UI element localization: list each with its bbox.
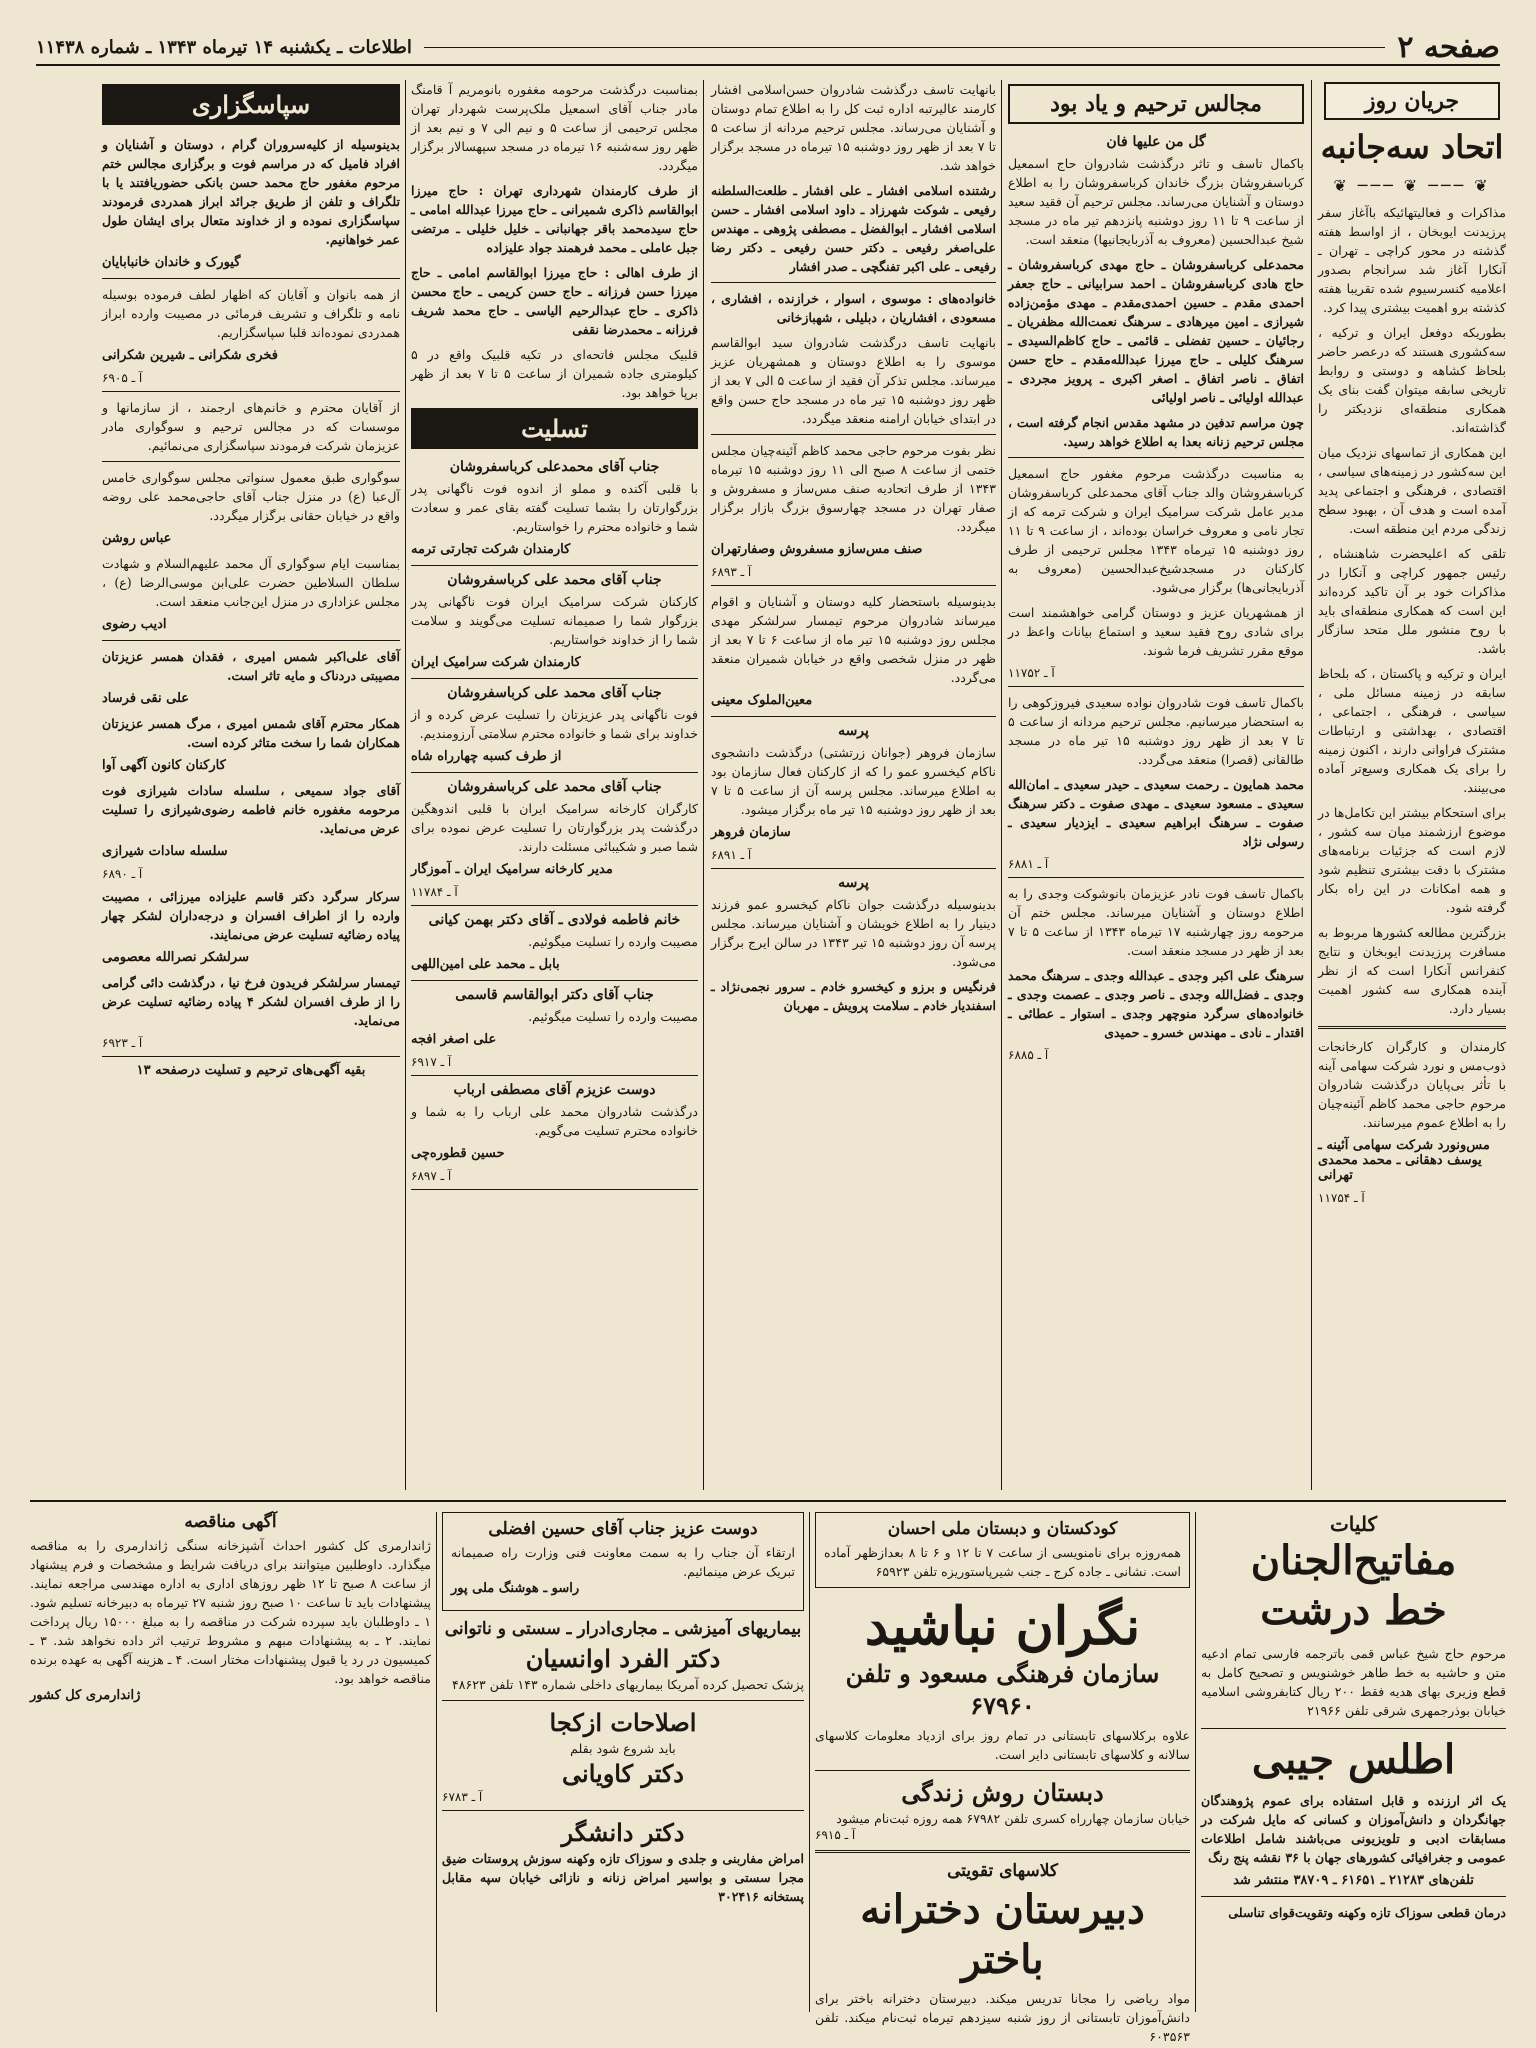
condolence-item: [411, 1082, 698, 1190]
condolence-notice: همکار محترم آقای شمس امیری ، مرگ همسر عزیزتان همکاران شما را سخت متاثر کرده است.: [102, 716, 400, 750]
doctor-text: پزشک تحصیل کرده آمریکا بیماریهای داخلی شماره ۱۴۳ تلفن ۴۸۶۲۳: [451, 1677, 804, 1692]
editorial-box-title: جریان روز: [1324, 82, 1500, 120]
condolence-notice: سرکار سرگرد دکتر قاسم علیزاده میرزائی ، مصیبت وارده را از اطراف افسران و درجه‌داران لشکر چهار پیاده رضائیه تسلیت عرض می‌نمایند.: [102, 889, 400, 942]
divider: [411, 1189, 698, 1190]
memorial-names: از طرف کارمندان شهرداری تهران : حاج میرزا ابوالقاسم ذاکری شمیرانی ـ حاج میرزا عبدالله امامی ـ حاج سیدمحمد باقر جهانبانی ـ خلیل خلیلی ـ مرتضی جبل عاملی ـ محمد فرهمند جواد علیزاده: [411, 183, 698, 255]
thanks-section-title: سپاسگزاری: [102, 84, 400, 125]
editorial-paragraph: مذاکرات و فعالیتهائیکه باآغاز سفر پرزیدنت ایوبخان ، از اواسط هفته گذشته در محور کراچی ـ تهران ـ آنکارا آغاز شد سرانجام بصدور اعلامیه کنسرسیوم شده تقریبا هفته کذشته برو اهمیت بیشتری پیدا کرد.: [1318, 205, 1506, 315]
tender-text: ژاندارمری کل کشور احداث آشپزخانه سنگی ژاندارمری را به مناقصه میگذارد. داوطلبین میتوانند برای دریافت شرایط و مشخصات و فرم پیشنهاد از ساعت ۸ صبح تا ۱۲ ظهر روزهای اداری به اداره مهندسی مراجعه نمایند. پیشنهادات باید تا ساعت ۱۰ صبح روز شنبه ۲۷ تیرماه به دبیرخانه تسلیم شود. ۱ ـ داوطلبان باید سپرده شرکت در مناقصه را به مبلغ ۱۵۰۰۰ ریال پرداخت نمایند. ۲ ـ به پیشنهادات مبهم و مشروط ترتیب اثر داده نخواهد شد. ۳ ـ کمیسیون در رد یا قبول پیشنهادات مختار است. ۴ ـ هزینه آگهی به عهده برنده مناقصه خواهد بود.: [30, 1538, 432, 1686]
page-number: صفحه ۲: [1397, 29, 1500, 65]
ad-code: آ ـ ۶۹۲۳: [102, 1036, 143, 1050]
condolence-title: جناب آقای محمدعلی کرباسفروشان: [449, 459, 660, 475]
editorial-paragraph: این همکاری از تماسهای نزدیک میان این سه‌کشور در زمینه‌های سیاسی ، اقتصادی ، فرهنگی و اجتماعی پدید آمده است و هدف آن ، بهبود سطح زندگی مردم این منطقه است.: [1318, 445, 1506, 536]
memorial-notice: بدینوسیله درگذشت جوان ناکام کیخسرو عمو فرزند دینیار را به اطلاع خویشان و آشنایان میرساند. مجلس پرسه آن روز دوشنبه ۱۵ تیر ۱۳۴۳ در سالن ایرج برگزار می‌شود.: [711, 897, 997, 969]
memorial-notice: باکمال تاسف فوت شادروان نواده سعیدی فیروزکوهی را به استحضار میرسانیم. مجلس ترحیم مردانه از ساعت ۵ تا ۷ بعد از ظهر روز دوشنبه ۱۵ تیر ماه در مسجد طالقانی (قصرا) منعقد می‌گردد.: [1008, 695, 1304, 767]
thanks-column: [102, 80, 400, 1490]
notice-text: کارمندان و کارگران کارخانجات ذوب‌مس و نورد شرکت سهامی آینه با تأثر بی‌پایان درگذشت شادروان مرحوم حاجی محمد کاظم آئینه‌چیان را به اطلاع عموم میرسانند.: [1318, 1039, 1506, 1130]
ad-code: آ ـ ۱۱۷۵۲: [1008, 666, 1055, 680]
condolence-notice: آقای علی‌اکبر شمس امیری ، فقدان همسر عزیزتان مصیبتی دردناک و مایه تاثر است.: [102, 649, 400, 683]
column-rule: [405, 80, 406, 1490]
condolence-list: [411, 459, 698, 1190]
tutoring-head: کلاسهای تقویتی: [947, 1861, 1058, 1881]
memorial-names: سرهنگ علی اکبر وجدی ـ عبدالله وجدی ـ سرهنگ محمد وجدی ـ فضل‌الله وجدی ـ ناصر وجدی ـ عصمت وجدی ـ خانواده‌های سرگرد منوچهر وجدی ـ استوار ـ عطائی ـ اقتدار ـ نادی ـ مهندس خسرو ـ حمیدی: [1008, 968, 1304, 1040]
notice-signature: ادیب رضوی: [102, 617, 167, 632]
condolence-title: خانم فاطمه فولادی ـ آقای دکتر بهمن کیانی: [428, 912, 681, 928]
condolence-notice: آقای جواد سمیعی ، سلسله سادات شیرازی فوت مرحومه مغفوره خانم فاطمه رضوی‌شیرازی را تسلیت عرض می‌نماید.: [102, 783, 400, 836]
tender-ad: [30, 1512, 431, 2012]
mourning-notice: سوگواری طبق معمول سنواتی مجلس سوگواری خامس آل‌عبا (ع) در منزل جناب آقای حاجی‌محمد علی روضه واقع در خیابان حقانی برگزار میگردد.: [102, 470, 400, 523]
ad-code: آ ـ ۶۸۹۳: [711, 565, 752, 579]
girls-school-text: مواد ریاضی را مجانا تدریس میکند. دبیرستان دخترانه باختر برای دانش‌آموزان تابستانی از روز شنبه سیزدهم تیرماه ثبت‌نام میکند. تلفن ۶۰۳۵۶۳: [815, 1991, 1190, 2044]
condolence-title: جناب آقای محمد علی کرباسفروشان: [447, 572, 662, 588]
condolence-title: دوست عزیزم آقای مصطفی ارباب: [453, 1082, 656, 1098]
condolence-signature: کارمندان شرکت سرامیک ایران: [411, 655, 581, 670]
condolence-signature: کارمندان شرکت تجارتی ترمه: [411, 542, 571, 557]
ad-rule: [1195, 1512, 1196, 2012]
memorial-names: از طرف اهالی : حاج میرزا ابوالقاسم امامی ـ حاج میرزا حسن فرزانه ـ حاج حسن کریمی ـ حاج محسن ذاکری ـ حاج عبدالرحیم الیاسی ـ حاج محمد شریف فرزانه ـ محمدرضا نقفی: [411, 265, 698, 337]
ad-code: آ ـ ۶۹۱۷: [411, 1055, 452, 1069]
congrats-title: دوست عزیز جناب آقای حسین افضلی: [488, 1519, 758, 1539]
divider: [102, 461, 400, 462]
reform-title: اصلاحات ازکجا: [549, 1708, 697, 1737]
memorial-names: محمدعلی کرباسفروشان ـ حاج مهدی کرباسفروشان ـ حاج هادی کرباسفروشان ـ احمد سرابیانی ـ حاج جعفر احمدی مقدم ـ حسین احمدی‌مقدم ـ مهدی مؤمن‌زاده شیرازی ـ امین میرهادی ـ سرهنگ نعمت‌الله مظفریان ـ رجائیان ـ حسین تفضلی ـ قائمی ـ حاج کاظم‌السیدی ـ سرهنگ کلیلی ـ حاج میرزا عبدالله‌مقدم ـ حاج حسن اتفاق ـ ناصر اتفاق ـ اصغر اکبری ـ پرویز مجردی ـ عبدالله اولیائی ـ ناصر اولیائی: [1008, 257, 1304, 405]
ad-code: آ ـ ۶۸۹۱: [711, 848, 752, 862]
editorial-heading: اتحاد سه‌جانبه: [1320, 128, 1504, 166]
thanks-notice: از آقایان محترم و خانم‌های ارجمند ، از سازمانها و موسسات که در مجالس ترحیم و سوگواری مادر عزیزمان شرکت فرمودند سپاسگزاری می‌نمائیم.: [102, 400, 400, 453]
divider: [815, 1770, 1190, 1771]
condolence-item: [411, 572, 698, 679]
mourning-notice: بمناسبت ایام سوگواری آل محمد علیهم‌السلام و شهادت سلطان السلاطین حضرت علی‌ابن موسی‌الرضا (ع) ، مجلس عزاداری در منزل این‌جانب منعقد است.: [102, 556, 400, 609]
ad-code: آ ـ ۶۸۸۱: [1008, 857, 1049, 871]
memorial-section-title: مجالس ترحیم و یاد بود: [1008, 84, 1304, 124]
divider: [711, 434, 996, 435]
condolence-title: جناب آقای محمد علی کرباسفروشان: [447, 685, 662, 701]
memorial-note: چون مراسم تدفین در مشهد مقدس انجام گرفته است ، مجلس ترحیم زنانه بعدا به اطلاع خواهد رسید.: [1008, 415, 1304, 449]
divider: [1201, 1896, 1506, 1897]
girls-school-title: دبیرستان دخترانه باختر: [860, 1886, 1145, 1983]
condolence-item: [411, 987, 698, 1076]
atlas-text: یک اثر ارزنده و قابل استفاده برای عموم پژوهندگان جهانگردان و دانش‌آموزان و کسانی که مایل شرکت در مسابقات ادبی و تلویزیونی می‌باشند شامل اطلاعات عمومی و جغرافیائی کشورهای جهان با ۳۶ نقشه پنج رنگ: [1201, 1793, 1506, 1865]
reform-author: دکتر کاویانی: [562, 1759, 684, 1788]
doctor-name: دکتر دانشگر: [561, 1818, 685, 1847]
divider: [815, 1850, 1190, 1853]
condolence-signature: بابل ـ محمد علی امین‌اللهی: [411, 957, 560, 972]
notice-signature: سلسله سادات شیرازی: [102, 844, 228, 859]
divider: [102, 391, 400, 392]
memorial-names: رشتنده اسلامی افشار ـ علی افشار ـ طلعت‌السلطنه رفیعی ـ شوکت شهرزاد ـ داود اسلامی افشار ـ حسن اسلامی افشار ـ ابوالفضل ـ مصطفی پژوهی ـ مهندس علی‌اصغر رفیعی ـ دکتر حسن رفیعی ـ دکتر رضا رفیعی ـ علی اکبر تفنگچی ـ صدر افشار: [711, 183, 996, 274]
notice-signature: عباس روشن: [102, 531, 172, 546]
notice-subhead: پرسه: [838, 875, 869, 891]
memorial-notice: بانهایت تاسف درگذشت شادروان حسن‌اسلامی افشار کارمند عالیرتبه اداره ثبت کل را به اطلاع تمام دوستان و آشنایان می‌رساند. مجلس ترحیم مردانه از ساعت ۵ تا ۷ بعد از ظهر روز دوشنبه ۱۵ تیرماه در مسجد برگزار خواهد شد.: [711, 82, 996, 173]
notice-subhead: پرسه: [838, 723, 869, 739]
memorial-names: محمد همایون ـ رحمت سعیدی ـ حیدر سعیدی ـ امان‌الله سعیدی ـ مسعود سعیدی ـ مهدی صفوت ـ دکتر سرهنگ صفوت ـ سرهنگ ابراهیم سعیدی ـ ایزدیار سعیدی ـ رسولی نژاد: [1008, 777, 1304, 849]
divider: [411, 905, 698, 906]
notice-signature: گیورک و خاندان خانبابایان: [102, 255, 241, 270]
divider: [442, 1700, 804, 1701]
divider: [442, 1810, 804, 1811]
kindergarten-text: همه‌روزه برای نامنویسی از ساعت ۷ تا ۱۲ و ۶ تا ۸ بعدازظهر آماده است. نشانی ـ جاده کرج ـ جنب شیرپاستوریزه تلفن ۶۵۹۲۳: [824, 1545, 1182, 1579]
atlas-phone: تلفن‌های ۲۱۲۸۳ ـ ۶۱۶۵۱ ـ ۳۸۷۰۹ منتشر شد: [1233, 1873, 1474, 1888]
congrats-box: [442, 1512, 804, 1611]
book-ad-label: کلیات: [1329, 1512, 1378, 1536]
notices-column: [711, 80, 996, 1490]
kindergarten-title: کودکستان و دبستان ملی احسان: [887, 1519, 1118, 1539]
divider: [102, 640, 400, 641]
advertisement-band: [30, 1500, 1506, 2044]
condolence-text: مصیبت وارده را تسلیت میگوئیم.: [528, 934, 698, 949]
editorial-paragraph: بزرگترین مطالعه کشورها مربوط به مسافرت پرزیدنت ایوبخان و نتایج کنفرانس آنکارا است که از نظر آینده همکاری سه کشور اهمیت بسیار دارد.: [1318, 925, 1506, 1016]
condolence-text: کارکنان شرکت سرامیک ایران فوت ناگهانی پدر بزرگوار شما را صمیمانه تسلیت می‌گویند و سلامت شما را از خداوند خواستاریم.: [411, 594, 698, 647]
ad-code: آ ـ ۶۸۹۰: [102, 867, 143, 881]
notice-signature: معین‌الملوک معینی: [711, 693, 813, 708]
page-header: [36, 30, 1500, 66]
publication-line: اطلاعات ـ یکشنبه ۱۴ تیرماه ۱۳۴۳ ـ شماره ۱۱۴۳۸: [36, 36, 412, 58]
memorial-column: [1008, 80, 1304, 1490]
editorial-paragraph: ایران و ترکیه و پاکستان ، که بلحاظ سابقه در زمینه مسائل ملی ، سیاسی ، فرهنگی ، اجتماعی ، اقتصادی ، بهداشتی و ارتباطات مشترک فراوانی دارند ، اکنون زمینه را برای یک همکاری وسیع‌تر آماده می‌بینند.: [1318, 666, 1506, 795]
divider: [411, 772, 698, 773]
clinic-ad: درمان قطعی سوزاک تازه وکهنه وتقویت‌قوای تناسلی: [1228, 1905, 1506, 1920]
condolence-item: [411, 459, 698, 566]
ad-rule: [809, 1512, 810, 2012]
condolence-item: [411, 912, 698, 981]
condolence-signature: از طرف کسبه چهارراه شاه: [411, 749, 562, 764]
memorial-notice: سازمان فروهر (جوانان زرتشتی) درگذشت دانشجوی ناکام کیخسرو عمو را که از کارکنان فعال سازمان بود به اطلاع میرساند. مجلس پرسه آن از ساعت ۵ تا ۷ بعد از ظهر روز دوشنبه ۱۵ تیر ماه برگزار میشود.: [711, 745, 996, 817]
school-ad-text: علاوه برکلاسهای تابستانی در تمام روز برای ازدیاد معلومات کلاسهای سالانه و کلاسهای تابستانی دایر است.: [815, 1728, 1190, 1762]
reform-text: باید شروع شود بقلم: [570, 1741, 676, 1756]
doctor-name: دکتر الفرد اوانسیان: [525, 1644, 721, 1673]
divider: [411, 1075, 698, 1076]
ad-code: آ ـ ۶۸۹۷: [411, 1169, 452, 1183]
divider: [1008, 686, 1304, 687]
divider: [1008, 457, 1304, 458]
condolence-notice: تیمسار سرلشکر فریدون فرخ نیا ، درگذشت دائی گرامی را از طرف افسران لشکر ۴ پیاده رضائیه تسلیت عرض می‌نماید.: [102, 975, 400, 1028]
column-rule: [703, 80, 704, 1490]
condolence-item: [411, 779, 698, 906]
divider: [1318, 1026, 1506, 1029]
thanks-notice: بدینوسیله از کلیه‌سروران گرام ، دوستان و آشنایان و افراد فامیل که در مراسم فوت و برگزاری مجالس ختم مرحوم مغفور حاج محمد حسن بانکی حضوریافتند یا با تلگراف و تلفن از طریق جرائد ابراز همدردی فرمودند سپاسگزاری نموده و از خداوند متعال برای ایشان طول عمر خواهانیم.: [102, 137, 400, 247]
divider: [1008, 877, 1304, 878]
ad-code: آ ـ ۶۹۱۵: [815, 1828, 856, 1842]
atlas-title: اطلس جیبی: [1251, 1736, 1456, 1783]
tender-signature: ژاندارمری کل کشور: [30, 1688, 141, 1703]
doctor-text: امراض مفاربنی و جلدی و سوزاک تازه وکهنه سوزش پروستات ضیق مجرا سستی و بواسیر امراض زنانه و نازائی خیابان سپه مقابل پستخانه ۳۰۲۴۱۶: [442, 1851, 804, 1904]
divider: [411, 980, 698, 981]
condolence-text: کارگران کارخانه سرامیک ایران با قلبی اندوهگین درگذشت پدر بزرگوارتان را تسلیت عرض نموده برای شما صبر و شکیبائی مسئلت دارند.: [411, 801, 698, 854]
notice-signature: سازمان فروهر: [711, 825, 791, 840]
ad-code: آ ـ ۶۸۸۵: [1008, 1048, 1049, 1062]
primary-school-title: دبستان روش زندگی: [901, 1778, 1104, 1807]
divider: [102, 1056, 400, 1057]
divider: [711, 716, 996, 717]
memorial-notice: قلبیک مجلس فاتحه‌ای در تکیه قلبیک واقع در ۵ کیلومتری جاده شمیران از ساعت ۵ تا ۷ بعد از ظهر برپا خواهد بود.: [411, 347, 698, 400]
column-rule: [1001, 80, 1002, 1490]
notice-signature: سرلشکر نصرالله معصومی: [102, 950, 249, 965]
ad-code: آ ـ ۶۷۸۳: [442, 1790, 483, 1804]
ad-code: آ ـ ۶۹۰۵: [102, 371, 143, 385]
book-ad-subtitle: خط درشت: [1260, 1587, 1447, 1634]
condolence-section-title: تسلیت: [411, 408, 698, 449]
memorial-notice: نظر بفوت مرحوم حاجی محمد کاظم آئینه‌چیان مجلس ختمی از ساعت ۸ صبح الی ۱۱ روز دوشنبه ۱۵ تیرماه ۱۳۴۳ از طرف اتحادیه صنف مس‌ساز و مسفروش و صفار تهران در مسجد چهارسوق بزرگ بازار برگزار میگردد.: [711, 443, 996, 534]
memorial-notice: بدینوسیله باستحضار کلیه دوستان و آشنایان و اقوام میرساند شادروان مرحوم تیمسار سرلشکر مهدی مجلس روز دوشنبه ۱۵ تیر ماه از ساعت ۶ تا ۷ بعد از ظهر در منزل شخصی واقع در خیابان شمیران منعقد می‌گردد.: [711, 594, 996, 685]
editorial-paragraph: بطوریکه دوفعل ایران و ترکیه ، سه‌کشوری هستند که درعصر حاضر بلحاظ کشاهه و دوستی و روابط تاریخی سابقه میتوان گفت بنای یک همکاری منطقه‌ای نزدیکتر را گذاشته‌اند.: [1318, 325, 1506, 435]
kindergarten-box: [815, 1512, 1190, 1588]
memorial-notice: از همشهریان عزیز و دوستان گرامی خواهشمند است برای شادی روح فقید سعید و استماع بیانات واعظ در موقع مقرر تشریف فرما شوند.: [1008, 605, 1304, 658]
memorial-notice: بمناسبت درگذشت مرحومه مغفوره بانومریم آ قامنگ مادر جناب آقای اسمعیل ملک‌پرست شهردار تهران مجلس ترحیمی از ساعت ۵ و نیم الی ۷ و نیم بعد از ظهر روز سه‌شنبه ۱۶ تیرماه در مسجد سپهسالار برگزار میگردد.: [411, 82, 698, 173]
diseases-title: بیماریهای آمیزشی ـ مجاری‌ادرار ـ سستی و ناتوانی: [444, 1619, 802, 1639]
condolence-signature: مدیر کارخانه سرامیک ایران ـ آموزگار: [411, 862, 613, 877]
divider: [102, 278, 400, 279]
condolence-signature: حسین قطوره‌چی: [411, 1146, 505, 1161]
quran-verse: گل من علیها فان: [1106, 134, 1206, 150]
doctors-ad: [442, 1512, 804, 2012]
tender-title: آگهی مناقصه: [184, 1512, 277, 1532]
book-ad: [1201, 1512, 1506, 2012]
thanks-notice: از همه بانوان و آقایان که اظهار لطف فرموده بوسیله نامه و تلگراف و تشریف فرمائی در مصیبت وارده ابراز همدردی نموده‌اند قلبا سپاسگزاریم.: [102, 287, 400, 340]
condolence-text: فوت ناگهانی پدر عزیزتان را تسلیت عرض کرده و از خداوند برای شما و خانواده محترم سلامتی آرزومندیم.: [411, 707, 698, 741]
divider: [711, 282, 996, 283]
condolence-column: [411, 80, 698, 1490]
primary-school-text: خیابان سازمان چهارراه کسری تلفن ۶۷۹۸۲ همه روزه ثبت‌نام میشود: [836, 1811, 1190, 1826]
notice-signature: کارکنان کانون آگهی آوا: [102, 758, 226, 773]
editorial-column: [1318, 80, 1506, 1490]
congrats-signature: راسو ـ هوشنگ ملی پور: [451, 1581, 580, 1596]
condolence-signature: علی اصغر افجه: [411, 1032, 497, 1047]
memorial-notice: باکمال تاسف فوت نادر عزیزمان بانوشوکت وجدی را به اطلاع دوستان و آشنایان میرساند. مجلس ختم آن مرحومه روز چهارشنبه ۱۷ تیرماه ۱۳۴۳ از ساعت ۵ تا ۷ بعد از ظهر در مسجد منعقد است.: [1008, 886, 1304, 958]
memorial-names: فرنگیس و برزو و کیخسرو خادم ـ سرور نجمی‌نژاد ـ اسفندیار خادم ـ سلامت پرویش ـ مهربان: [711, 979, 996, 1013]
divider: [711, 868, 996, 869]
ad-rule: [436, 1512, 437, 2012]
notice-signature: علی نقی فرساد: [102, 691, 190, 706]
divider: [411, 678, 698, 679]
notice-signature: مس‌ونورد شرکت سهامی آئینه ـ یوسف دهقانی ـ محمد محمدی تهرانی: [1318, 1138, 1490, 1183]
memorial-notice: بانهایت تاسف درگذشت شادروان سید ابوالقاسم موسوی را به اطلاع دوستان و همشهریان عزیز میرساند. مجلس تذکر آن فقید از ساعت ۵ الی ۷ بعد از ظهر روز دوشنبه ۱۵ تیر ماه در مسجد حاج حسن واقع در ابتدای خیابان ارامنه منعقد میگردد.: [711, 335, 996, 426]
ad-code: آ ـ ۱۱۷۸۴: [411, 885, 458, 899]
school-ad: [815, 1512, 1190, 2044]
notice-signature: فخری شکرانی ـ شیرین شکرانی: [102, 348, 278, 363]
continued-notice: بقیه آگهی‌های ترحیم و تسلیت درصفحه ۱۳: [136, 1063, 366, 1078]
condolence-item: [411, 685, 698, 773]
book-ad-text: مرحوم حاج شیخ عباس قمی باترجمه فارسی تمام ادعیه متن و حاشیه به خط طاهر خوشنویس و تصحیح کامل به قطع وزیری بهای هدیه فقط ۲۰۰ ریال کتابفروشی اسلامیه خیابان بوذرجمهری شرقی تلفن ۲۱۹۶۶: [1201, 1646, 1506, 1718]
divider: [1201, 1728, 1506, 1729]
school-ad-org: سازمان فرهنگی مسعود و تلفن ۶۷۹۶۰: [845, 1659, 1160, 1720]
editorial-paragraph: تلقی که اعلیحضرت شاهنشاه ، رئیس جمهور کراچی و آنکارا در مذاکرات خود بر آن تاکید کرده‌اند این است که همکاری منطقه‌ای باید با روح منشور ملل متحد سازگار باشد.: [1318, 546, 1506, 656]
condolence-title: جناب آقای محمد علی کرباسفروشان: [447, 779, 662, 795]
condolence-text: مصیبت وارده را تسلیت میگوئیم.: [528, 1009, 698, 1024]
divider: [711, 585, 996, 586]
ad-code: آ ـ ۱۱۷۵۴: [1318, 1191, 1365, 1205]
condolence-text: درگذشت شادروان محمد علی ارباب را به شما و خانواده محترم تسلیت می‌گویم.: [411, 1104, 698, 1138]
column-rule: [1311, 80, 1312, 1490]
header-rule: [424, 47, 1385, 48]
book-ad-title: مفاتیح‌الجنان: [1250, 1537, 1457, 1584]
memorial-notice: باکمال تاسف و تاثر درگذشت شادروان حاج اسمعیل کرباسفروشان بزرگ خاندان کرباسفروشان را به اطلاع دوستان و آشنایان می‌رساند. مجلس ترحیم آن فقید سعید از ساعت ۹ تا ۱۱ روز دوشنبه پانزدهم تیر ماه در مسجد شیخ عبدالحسین (معروف به آذربایجانیها) منعقد است.: [1008, 156, 1304, 247]
notice-signature: صنف مس‌سازو مسفروش وصفارتهران: [711, 542, 923, 557]
ornament: ❦ ─── ❦ ─── ❦: [1333, 176, 1491, 195]
memorial-notice: به مناسبت درگذشت مرحوم مغفور حاج اسمعیل کرباسفروشان والد جناب آقای محمدعلی کرباسفروشان مدیر عامل شرکت سرامیک ایران و شرکت ترمه که از تجار نامی و معروف خراسان بوده‌اند ، از ساعت ۹ تا ۱۱ روز دوشنبه ۱۵ تیرماه ۱۳۴۳ مجلس ترحیمی از طرف کارکنان در مسجدشیخ‌عبدالحسین (معروف به آذربایجانی‌ها) برگزار می‌شود.: [1008, 466, 1304, 595]
congrats-text: ارتقاء آن جناب را به سمت معاونت فنی وزارت راه صمیمانه تبریک عرض مینمائیم.: [451, 1545, 795, 1579]
condolence-title: جناب آقای دکتر ابوالقاسم قاسمی: [455, 987, 654, 1003]
divider: [411, 565, 698, 566]
school-ad-headline: نگران نباشید: [864, 1596, 1141, 1657]
editorial-paragraph: برای استحکام بیشتر این تکامل‌ها در موضوع ارزشمند میان سه کشور ، لازم است که جزئیات برنامه‌های مشترک با دقت بیشتری تنظیم شود و همه امکانات در این راه بکار گرفته شود.: [1318, 805, 1506, 915]
family-names: خانواده‌های : موسوی ، اسوار ، خرازنده ، افشاری ، مسعودی ، افشاریان ، دبلیلی ، شهبازخانی: [711, 291, 996, 325]
condolence-text: با قلبی آکنده و مملو از اندوه فوت ناگهانی پدر بزرگوارتان را بشما تسلیت گفته بقای عمر و سعادت شما و خانواده محترم را خواستاریم.: [411, 481, 698, 534]
